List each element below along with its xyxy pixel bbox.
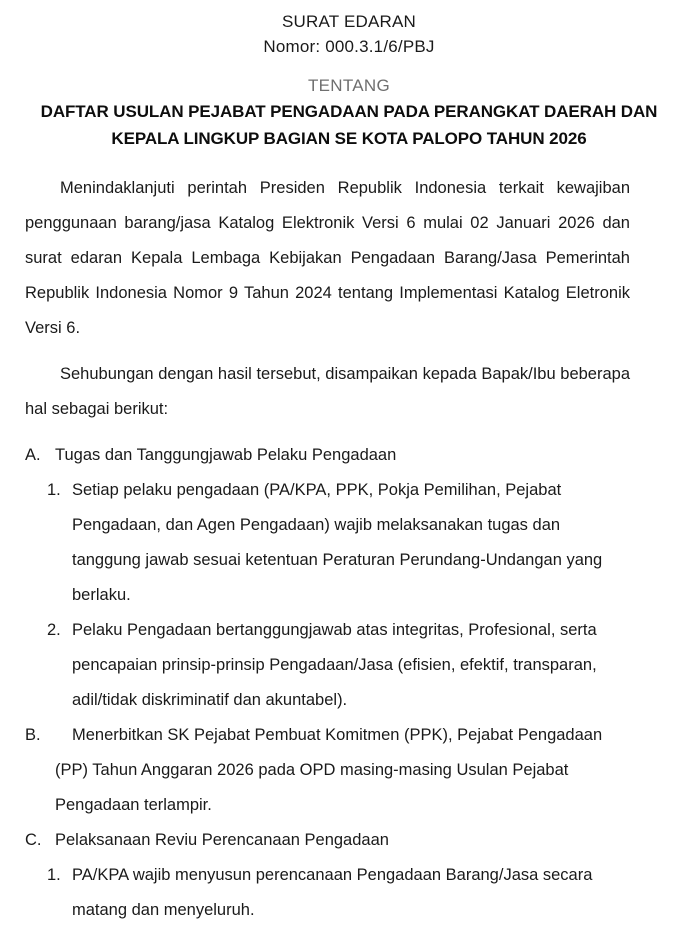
header-surat-edaran: SURAT EDARAN [281,12,417,31]
section-b [25,718,630,823]
section-a-item-1-text: Setiap pelaku pengadaan (PA/KPA, PPK, Pokja Pemilihan, Pejabat Pengadaan, dan Agen Pengadaan) wajib melaksanakan tugas dan tanggung jawab sesuai ketentuan Peraturan Perundang-Undangan yang berlaku. [72,481,603,604]
paragraph-intro: Menindaklanjuti perintah Presiden Republik Indonesia terkait kewajiban penggunaan barang/jasa Katalog Elektronik Versi 6 mulai 02 Januari 2026 dan surat edaran Kepala Lembaga Kebijakan Pengadaan Barang/Jasa Pemerintah Republik Indonesia Nomor 9 Tahun 2024 tentang Implementasi Katalog Eletronik Versi 6. [25,179,630,337]
section-b-marker: B. [25,726,41,744]
section-b-heading: Menerbitkan SK Pejabat Pembuat Komitmen (PPK), Pejabat Pengadaan (PP) Tahun Anggaran 2026 pada OPD masing-masing Usulan Pejabat Pengadaan terlampir. [55,726,603,814]
section-a [25,438,630,473]
section-c-sublist [47,858,630,928]
header-nomor: Nomor: 000.3.1/6/PBJ [263,37,435,56]
section-a-item-2 [47,613,630,718]
document-header [0,0,698,151]
page-title-line-2: KEPALA LINGKUP BAGIAN SE KOTA PALOPO TAHUN 2026 [111,129,587,148]
section-a-heading: Tugas dan Tanggungjawab Pelaku Pengadaan [55,446,397,464]
section-a-marker: A. [25,446,41,464]
page-title-line-1: DAFTAR USULAN PEJABAT PENGADAAN PADA PERANGKAT DAERAH DAN [40,102,658,121]
paragraph-sehubungan: Sehubungan dengan hasil tersebut, disampaikan kepada Bapak/Ibu beberapa hal sebagai berikut: [25,365,630,418]
section-c-item-1-marker: 1. [47,866,61,884]
section-a-item-1-marker: 1. [47,481,61,499]
section-a-sublist [47,473,630,718]
section-a-item-1 [47,473,630,613]
section-c-heading: Pelaksanaan Reviu Perencanaan Pengadaan [55,831,389,849]
section-c-item-1 [47,858,630,928]
outline-list [25,438,630,928]
header-tentang-label: TENTANG [307,76,391,95]
section-a-item-2-text: Pelaku Pengadaan bertanggungjawab atas integritas, Profesional, serta pencapaian prinsip-prinsip Pengadaan/Jasa (efisien, efektif, transparan, adil/tidak diskriminatif dan akuntabel). [72,621,597,709]
section-c-item-1-text: PA/KPA wajib menyusun perencanaan Pengadaan Barang/Jasa secara matang dan menyeluruh. [72,866,593,919]
document-body [0,171,698,928]
section-c-marker: C. [25,831,42,849]
section-a-item-2-marker: 2. [47,621,61,639]
section-c [25,823,630,858]
